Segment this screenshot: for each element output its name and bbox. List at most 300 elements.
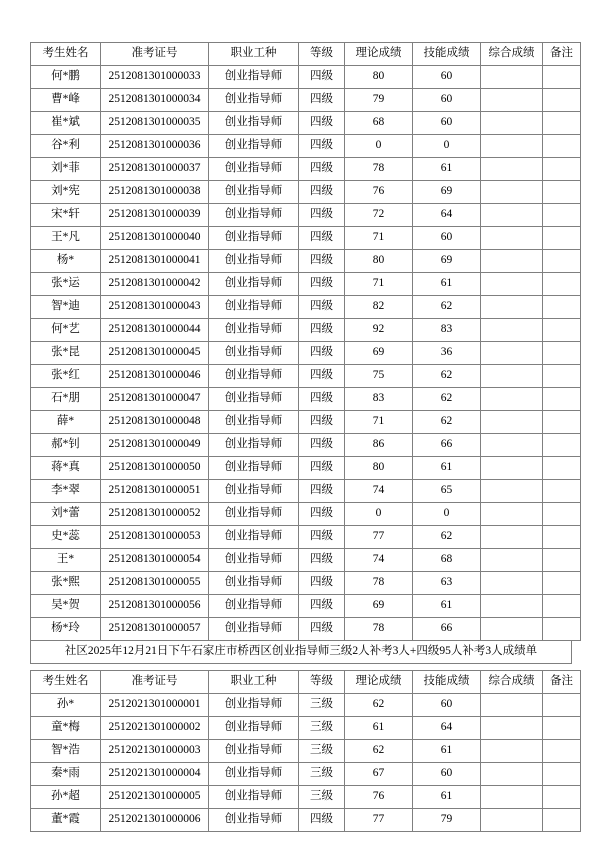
cell-theory-score: 69 bbox=[345, 595, 413, 618]
cell-skill-score: 66 bbox=[413, 434, 481, 457]
cell-remark bbox=[543, 135, 581, 158]
score-table-two bbox=[30, 670, 581, 832]
cell-admission-number: 2512081301000041 bbox=[101, 250, 209, 273]
cell-admission-number: 2512081301000053 bbox=[101, 526, 209, 549]
cell-comprehensive-score bbox=[481, 342, 543, 365]
cell-comprehensive-score bbox=[481, 273, 543, 296]
cell-comprehensive-score bbox=[481, 549, 543, 572]
section-title-table bbox=[30, 640, 572, 664]
cell-occupation: 创业指导师 bbox=[209, 549, 299, 572]
cell-candidate-name: 吴*贺 bbox=[31, 595, 101, 618]
cell-theory-score: 71 bbox=[345, 227, 413, 250]
column-header-note: 备注 bbox=[543, 671, 581, 694]
table-row bbox=[31, 786, 581, 809]
cell-occupation: 创业指导师 bbox=[209, 526, 299, 549]
cell-occupation: 创业指导师 bbox=[209, 296, 299, 319]
table-row bbox=[31, 365, 581, 388]
cell-level: 四级 bbox=[299, 480, 345, 503]
table-one-body bbox=[31, 66, 581, 641]
cell-skill-score: 79 bbox=[413, 809, 481, 832]
cell-comprehensive-score bbox=[481, 135, 543, 158]
cell-remark bbox=[543, 89, 581, 112]
cell-comprehensive-score bbox=[481, 457, 543, 480]
cell-admission-number: 2512021301000001 bbox=[101, 694, 209, 717]
cell-candidate-name: 何*艺 bbox=[31, 319, 101, 342]
cell-theory-score: 61 bbox=[345, 717, 413, 740]
cell-level: 三级 bbox=[299, 740, 345, 763]
cell-theory-score: 77 bbox=[345, 809, 413, 832]
cell-candidate-name: 杨* bbox=[31, 250, 101, 273]
cell-candidate-name: 何*鹏 bbox=[31, 66, 101, 89]
cell-admission-number: 2512081301000040 bbox=[101, 227, 209, 250]
table-row bbox=[31, 66, 581, 89]
cell-level: 四级 bbox=[299, 809, 345, 832]
cell-comprehensive-score bbox=[481, 809, 543, 832]
cell-comprehensive-score bbox=[481, 740, 543, 763]
cell-candidate-name: 石*朋 bbox=[31, 388, 101, 411]
cell-admission-number: 2512081301000037 bbox=[101, 158, 209, 181]
cell-admission-number: 2512081301000042 bbox=[101, 273, 209, 296]
cell-occupation: 创业指导师 bbox=[209, 158, 299, 181]
cell-remark bbox=[543, 717, 581, 740]
cell-admission-number: 2512081301000049 bbox=[101, 434, 209, 457]
cell-skill-score: 63 bbox=[413, 572, 481, 595]
table-row bbox=[31, 694, 581, 717]
cell-admission-number: 2512081301000035 bbox=[101, 112, 209, 135]
cell-comprehensive-score bbox=[481, 526, 543, 549]
table-row bbox=[31, 618, 581, 641]
cell-theory-score: 71 bbox=[345, 273, 413, 296]
cell-level: 四级 bbox=[299, 572, 345, 595]
cell-skill-score: 61 bbox=[413, 273, 481, 296]
table-row bbox=[31, 158, 581, 181]
cell-admission-number: 2512021301000003 bbox=[101, 740, 209, 763]
cell-remark bbox=[543, 66, 581, 89]
cell-comprehensive-score bbox=[481, 618, 543, 641]
cell-level: 四级 bbox=[299, 89, 345, 112]
cell-candidate-name: 张*运 bbox=[31, 273, 101, 296]
cell-remark bbox=[543, 296, 581, 319]
cell-remark bbox=[543, 342, 581, 365]
cell-occupation: 创业指导师 bbox=[209, 618, 299, 641]
cell-theory-score: 77 bbox=[345, 526, 413, 549]
cell-occupation: 创业指导师 bbox=[209, 250, 299, 273]
cell-level: 四级 bbox=[299, 618, 345, 641]
cell-theory-score: 62 bbox=[345, 740, 413, 763]
cell-candidate-name: 刘*菲 bbox=[31, 158, 101, 181]
column-header-comprehensive: 综合成绩 bbox=[481, 671, 543, 694]
column-header-level: 等级 bbox=[299, 671, 345, 694]
column-header-level: 等级 bbox=[299, 43, 345, 66]
cell-occupation: 创业指导师 bbox=[209, 457, 299, 480]
column-header-job: 职业工种 bbox=[209, 671, 299, 694]
cell-remark bbox=[543, 572, 581, 595]
cell-admission-number: 2512081301000054 bbox=[101, 549, 209, 572]
table-row bbox=[31, 319, 581, 342]
cell-level: 四级 bbox=[299, 342, 345, 365]
cell-remark bbox=[543, 480, 581, 503]
cell-theory-score: 83 bbox=[345, 388, 413, 411]
cell-candidate-name: 李*翠 bbox=[31, 480, 101, 503]
cell-skill-score: 65 bbox=[413, 480, 481, 503]
cell-occupation: 创业指导师 bbox=[209, 319, 299, 342]
cell-admission-number: 2512081301000048 bbox=[101, 411, 209, 434]
cell-remark bbox=[543, 273, 581, 296]
cell-remark bbox=[543, 740, 581, 763]
cell-remark bbox=[543, 227, 581, 250]
cell-theory-score: 71 bbox=[345, 411, 413, 434]
cell-theory-score: 74 bbox=[345, 480, 413, 503]
cell-skill-score: 64 bbox=[413, 717, 481, 740]
cell-skill-score: 60 bbox=[413, 227, 481, 250]
cell-skill-score: 60 bbox=[413, 89, 481, 112]
cell-occupation: 创业指导师 bbox=[209, 595, 299, 618]
cell-level: 四级 bbox=[299, 434, 345, 457]
cell-level: 三级 bbox=[299, 763, 345, 786]
cell-occupation: 创业指导师 bbox=[209, 740, 299, 763]
cell-candidate-name: 童*梅 bbox=[31, 717, 101, 740]
cell-comprehensive-score bbox=[481, 89, 543, 112]
table-row bbox=[31, 503, 581, 526]
cell-theory-score: 86 bbox=[345, 434, 413, 457]
cell-comprehensive-score bbox=[481, 572, 543, 595]
table-row bbox=[31, 740, 581, 763]
cell-theory-score: 74 bbox=[345, 549, 413, 572]
table-row bbox=[31, 809, 581, 832]
header-row bbox=[31, 43, 581, 66]
cell-level: 四级 bbox=[299, 526, 345, 549]
cell-comprehensive-score bbox=[481, 480, 543, 503]
cell-skill-score: 61 bbox=[413, 786, 481, 809]
cell-theory-score: 78 bbox=[345, 572, 413, 595]
cell-admission-number: 2512021301000004 bbox=[101, 763, 209, 786]
table-row bbox=[31, 480, 581, 503]
cell-occupation: 创业指导师 bbox=[209, 786, 299, 809]
cell-admission-number: 2512081301000033 bbox=[101, 66, 209, 89]
column-header-id: 准考证号 bbox=[101, 43, 209, 66]
table-row bbox=[31, 526, 581, 549]
cell-occupation: 创业指导师 bbox=[209, 388, 299, 411]
cell-theory-score: 62 bbox=[345, 694, 413, 717]
cell-remark bbox=[543, 250, 581, 273]
cell-occupation: 创业指导师 bbox=[209, 809, 299, 832]
cell-candidate-name: 崔*斌 bbox=[31, 112, 101, 135]
cell-skill-score: 61 bbox=[413, 457, 481, 480]
cell-theory-score: 68 bbox=[345, 112, 413, 135]
cell-candidate-name: 蒋*真 bbox=[31, 457, 101, 480]
cell-candidate-name: 谷*利 bbox=[31, 135, 101, 158]
cell-remark bbox=[543, 526, 581, 549]
cell-level: 四级 bbox=[299, 135, 345, 158]
column-header-skill: 技能成绩 bbox=[413, 671, 481, 694]
cell-skill-score: 62 bbox=[413, 411, 481, 434]
table-row bbox=[31, 549, 581, 572]
cell-admission-number: 2512021301000002 bbox=[101, 717, 209, 740]
cell-level: 四级 bbox=[299, 112, 345, 135]
cell-theory-score: 75 bbox=[345, 365, 413, 388]
table-two-body bbox=[31, 694, 581, 832]
cell-remark bbox=[543, 365, 581, 388]
table-row bbox=[31, 89, 581, 112]
cell-candidate-name: 郝*钊 bbox=[31, 434, 101, 457]
cell-occupation: 创业指导师 bbox=[209, 365, 299, 388]
table-row bbox=[31, 763, 581, 786]
cell-occupation: 创业指导师 bbox=[209, 763, 299, 786]
cell-level: 四级 bbox=[299, 181, 345, 204]
cell-remark bbox=[543, 503, 581, 526]
cell-remark bbox=[543, 434, 581, 457]
cell-level: 三级 bbox=[299, 694, 345, 717]
cell-occupation: 创业指导师 bbox=[209, 342, 299, 365]
cell-comprehensive-score bbox=[481, 694, 543, 717]
column-header-theory: 理论成绩 bbox=[345, 43, 413, 66]
cell-level: 四级 bbox=[299, 158, 345, 181]
cell-admission-number: 2512081301000038 bbox=[101, 181, 209, 204]
cell-candidate-name: 孙*超 bbox=[31, 786, 101, 809]
cell-remark bbox=[543, 549, 581, 572]
cell-theory-score: 92 bbox=[345, 319, 413, 342]
cell-level: 三级 bbox=[299, 786, 345, 809]
cell-level: 四级 bbox=[299, 549, 345, 572]
cell-level: 四级 bbox=[299, 365, 345, 388]
cell-admission-number: 2512081301000057 bbox=[101, 618, 209, 641]
cell-candidate-name: 薛* bbox=[31, 411, 101, 434]
column-header-name: 考生姓名 bbox=[31, 671, 101, 694]
cell-comprehensive-score bbox=[481, 296, 543, 319]
cell-comprehensive-score bbox=[481, 786, 543, 809]
cell-level: 四级 bbox=[299, 457, 345, 480]
cell-remark bbox=[543, 204, 581, 227]
cell-candidate-name: 秦*雨 bbox=[31, 763, 101, 786]
cell-level: 四级 bbox=[299, 66, 345, 89]
cell-comprehensive-score bbox=[481, 595, 543, 618]
cell-theory-score: 80 bbox=[345, 457, 413, 480]
cell-comprehensive-score bbox=[481, 112, 543, 135]
cell-candidate-name: 曹*峰 bbox=[31, 89, 101, 112]
table-row bbox=[31, 181, 581, 204]
cell-candidate-name: 刘*蕾 bbox=[31, 503, 101, 526]
cell-occupation: 创业指导师 bbox=[209, 112, 299, 135]
table-row bbox=[31, 717, 581, 740]
cell-comprehensive-score bbox=[481, 365, 543, 388]
column-header-theory: 理论成绩 bbox=[345, 671, 413, 694]
column-header-skill: 技能成绩 bbox=[413, 43, 481, 66]
cell-theory-score: 76 bbox=[345, 181, 413, 204]
cell-skill-score: 60 bbox=[413, 112, 481, 135]
cell-comprehensive-score bbox=[481, 434, 543, 457]
cell-theory-score: 80 bbox=[345, 66, 413, 89]
table-row bbox=[31, 388, 581, 411]
cell-comprehensive-score bbox=[481, 250, 543, 273]
cell-admission-number: 2512081301000047 bbox=[101, 388, 209, 411]
cell-remark bbox=[543, 388, 581, 411]
cell-candidate-name: 董*霞 bbox=[31, 809, 101, 832]
cell-theory-score: 80 bbox=[345, 250, 413, 273]
table-row bbox=[31, 595, 581, 618]
cell-skill-score: 69 bbox=[413, 250, 481, 273]
cell-skill-score: 69 bbox=[413, 181, 481, 204]
column-header-note: 备注 bbox=[543, 43, 581, 66]
table-row bbox=[31, 572, 581, 595]
cell-level: 四级 bbox=[299, 250, 345, 273]
column-header-comprehensive: 综合成绩 bbox=[481, 43, 543, 66]
cell-remark bbox=[543, 809, 581, 832]
cell-skill-score: 0 bbox=[413, 135, 481, 158]
cell-theory-score: 82 bbox=[345, 296, 413, 319]
cell-comprehensive-score bbox=[481, 319, 543, 342]
cell-level: 四级 bbox=[299, 595, 345, 618]
cell-skill-score: 64 bbox=[413, 204, 481, 227]
cell-skill-score: 36 bbox=[413, 342, 481, 365]
cell-remark bbox=[543, 158, 581, 181]
cell-admission-number: 2512081301000045 bbox=[101, 342, 209, 365]
table-row bbox=[31, 296, 581, 319]
table-row bbox=[31, 457, 581, 480]
cell-admission-number: 2512081301000055 bbox=[101, 572, 209, 595]
cell-candidate-name: 史*蕊 bbox=[31, 526, 101, 549]
cell-comprehensive-score bbox=[481, 204, 543, 227]
cell-level: 四级 bbox=[299, 503, 345, 526]
cell-level: 四级 bbox=[299, 296, 345, 319]
cell-occupation: 创业指导师 bbox=[209, 204, 299, 227]
cell-skill-score: 62 bbox=[413, 296, 481, 319]
table-row bbox=[31, 434, 581, 457]
cell-remark bbox=[543, 457, 581, 480]
cell-occupation: 创业指导师 bbox=[209, 66, 299, 89]
table-row bbox=[31, 135, 581, 158]
cell-skill-score: 66 bbox=[413, 618, 481, 641]
table-one-header bbox=[31, 43, 581, 66]
cell-candidate-name: 宋*轩 bbox=[31, 204, 101, 227]
cell-theory-score: 76 bbox=[345, 786, 413, 809]
cell-occupation: 创业指导师 bbox=[209, 227, 299, 250]
cell-admission-number: 2512021301000006 bbox=[101, 809, 209, 832]
cell-occupation: 创业指导师 bbox=[209, 694, 299, 717]
cell-remark bbox=[543, 595, 581, 618]
table-row bbox=[31, 227, 581, 250]
cell-admission-number: 2512081301000036 bbox=[101, 135, 209, 158]
cell-skill-score: 60 bbox=[413, 66, 481, 89]
section-title: 社区2025年12月21日下午石家庄市桥西区创业指导师三级2人补考3人+四级95人补考3人成绩单 bbox=[31, 641, 572, 664]
column-header-name: 考生姓名 bbox=[31, 43, 101, 66]
table-row bbox=[31, 342, 581, 365]
cell-occupation: 创业指导师 bbox=[209, 717, 299, 740]
cell-occupation: 创业指导师 bbox=[209, 411, 299, 434]
cell-level: 四级 bbox=[299, 227, 345, 250]
cell-skill-score: 62 bbox=[413, 388, 481, 411]
cell-admission-number: 2512081301000043 bbox=[101, 296, 209, 319]
table-two-header bbox=[31, 671, 581, 694]
cell-admission-number: 2512021301000005 bbox=[101, 786, 209, 809]
header-row bbox=[31, 671, 581, 694]
cell-comprehensive-score bbox=[481, 227, 543, 250]
table-row bbox=[31, 411, 581, 434]
cell-theory-score: 78 bbox=[345, 158, 413, 181]
cell-candidate-name: 张*红 bbox=[31, 365, 101, 388]
cell-theory-score: 67 bbox=[345, 763, 413, 786]
column-header-id: 准考证号 bbox=[101, 671, 209, 694]
cell-skill-score: 83 bbox=[413, 319, 481, 342]
cell-theory-score: 78 bbox=[345, 618, 413, 641]
cell-admission-number: 2512081301000039 bbox=[101, 204, 209, 227]
column-header-job: 职业工种 bbox=[209, 43, 299, 66]
cell-level: 四级 bbox=[299, 319, 345, 342]
table-row bbox=[31, 204, 581, 227]
table-row bbox=[31, 273, 581, 296]
cell-level: 三级 bbox=[299, 717, 345, 740]
cell-theory-score: 72 bbox=[345, 204, 413, 227]
cell-remark bbox=[543, 694, 581, 717]
cell-theory-score: 69 bbox=[345, 342, 413, 365]
cell-skill-score: 62 bbox=[413, 526, 481, 549]
cell-theory-score: 0 bbox=[345, 503, 413, 526]
cell-comprehensive-score bbox=[481, 181, 543, 204]
score-table-one bbox=[30, 42, 581, 641]
cell-occupation: 创业指导师 bbox=[209, 273, 299, 296]
cell-remark bbox=[543, 618, 581, 641]
cell-candidate-name: 杨*玲 bbox=[31, 618, 101, 641]
cell-candidate-name: 刘*宪 bbox=[31, 181, 101, 204]
cell-skill-score: 61 bbox=[413, 740, 481, 763]
cell-remark bbox=[543, 112, 581, 135]
cell-admission-number: 2512081301000056 bbox=[101, 595, 209, 618]
cell-candidate-name: 智*浩 bbox=[31, 740, 101, 763]
cell-occupation: 创业指导师 bbox=[209, 572, 299, 595]
cell-candidate-name: 王* bbox=[31, 549, 101, 572]
cell-occupation: 创业指导师 bbox=[209, 181, 299, 204]
cell-level: 四级 bbox=[299, 388, 345, 411]
section-title-row bbox=[31, 641, 572, 664]
cell-remark bbox=[543, 763, 581, 786]
cell-theory-score: 79 bbox=[345, 89, 413, 112]
cell-occupation: 创业指导师 bbox=[209, 480, 299, 503]
cell-comprehensive-score bbox=[481, 763, 543, 786]
cell-occupation: 创业指导师 bbox=[209, 135, 299, 158]
cell-remark bbox=[543, 319, 581, 342]
cell-remark bbox=[543, 411, 581, 434]
cell-admission-number: 2512081301000046 bbox=[101, 365, 209, 388]
cell-admission-number: 2512081301000044 bbox=[101, 319, 209, 342]
cell-comprehensive-score bbox=[481, 388, 543, 411]
cell-comprehensive-score bbox=[481, 66, 543, 89]
cell-level: 四级 bbox=[299, 204, 345, 227]
cell-candidate-name: 孙* bbox=[31, 694, 101, 717]
cell-candidate-name: 张*熙 bbox=[31, 572, 101, 595]
cell-skill-score: 61 bbox=[413, 595, 481, 618]
cell-occupation: 创业指导师 bbox=[209, 89, 299, 112]
cell-candidate-name: 张*昆 bbox=[31, 342, 101, 365]
cell-remark bbox=[543, 786, 581, 809]
cell-admission-number: 2512081301000050 bbox=[101, 457, 209, 480]
cell-skill-score: 60 bbox=[413, 763, 481, 786]
cell-candidate-name: 智*迪 bbox=[31, 296, 101, 319]
cell-admission-number: 2512081301000051 bbox=[101, 480, 209, 503]
cell-occupation: 创业指导师 bbox=[209, 434, 299, 457]
table-row bbox=[31, 112, 581, 135]
cell-skill-score: 0 bbox=[413, 503, 481, 526]
cell-level: 四级 bbox=[299, 273, 345, 296]
cell-theory-score: 0 bbox=[345, 135, 413, 158]
cell-comprehensive-score bbox=[481, 503, 543, 526]
cell-comprehensive-score bbox=[481, 411, 543, 434]
cell-skill-score: 62 bbox=[413, 365, 481, 388]
cell-comprehensive-score bbox=[481, 717, 543, 740]
cell-candidate-name: 王*凡 bbox=[31, 227, 101, 250]
cell-admission-number: 2512081301000034 bbox=[101, 89, 209, 112]
cell-skill-score: 61 bbox=[413, 158, 481, 181]
table-row bbox=[31, 250, 581, 273]
cell-remark bbox=[543, 181, 581, 204]
